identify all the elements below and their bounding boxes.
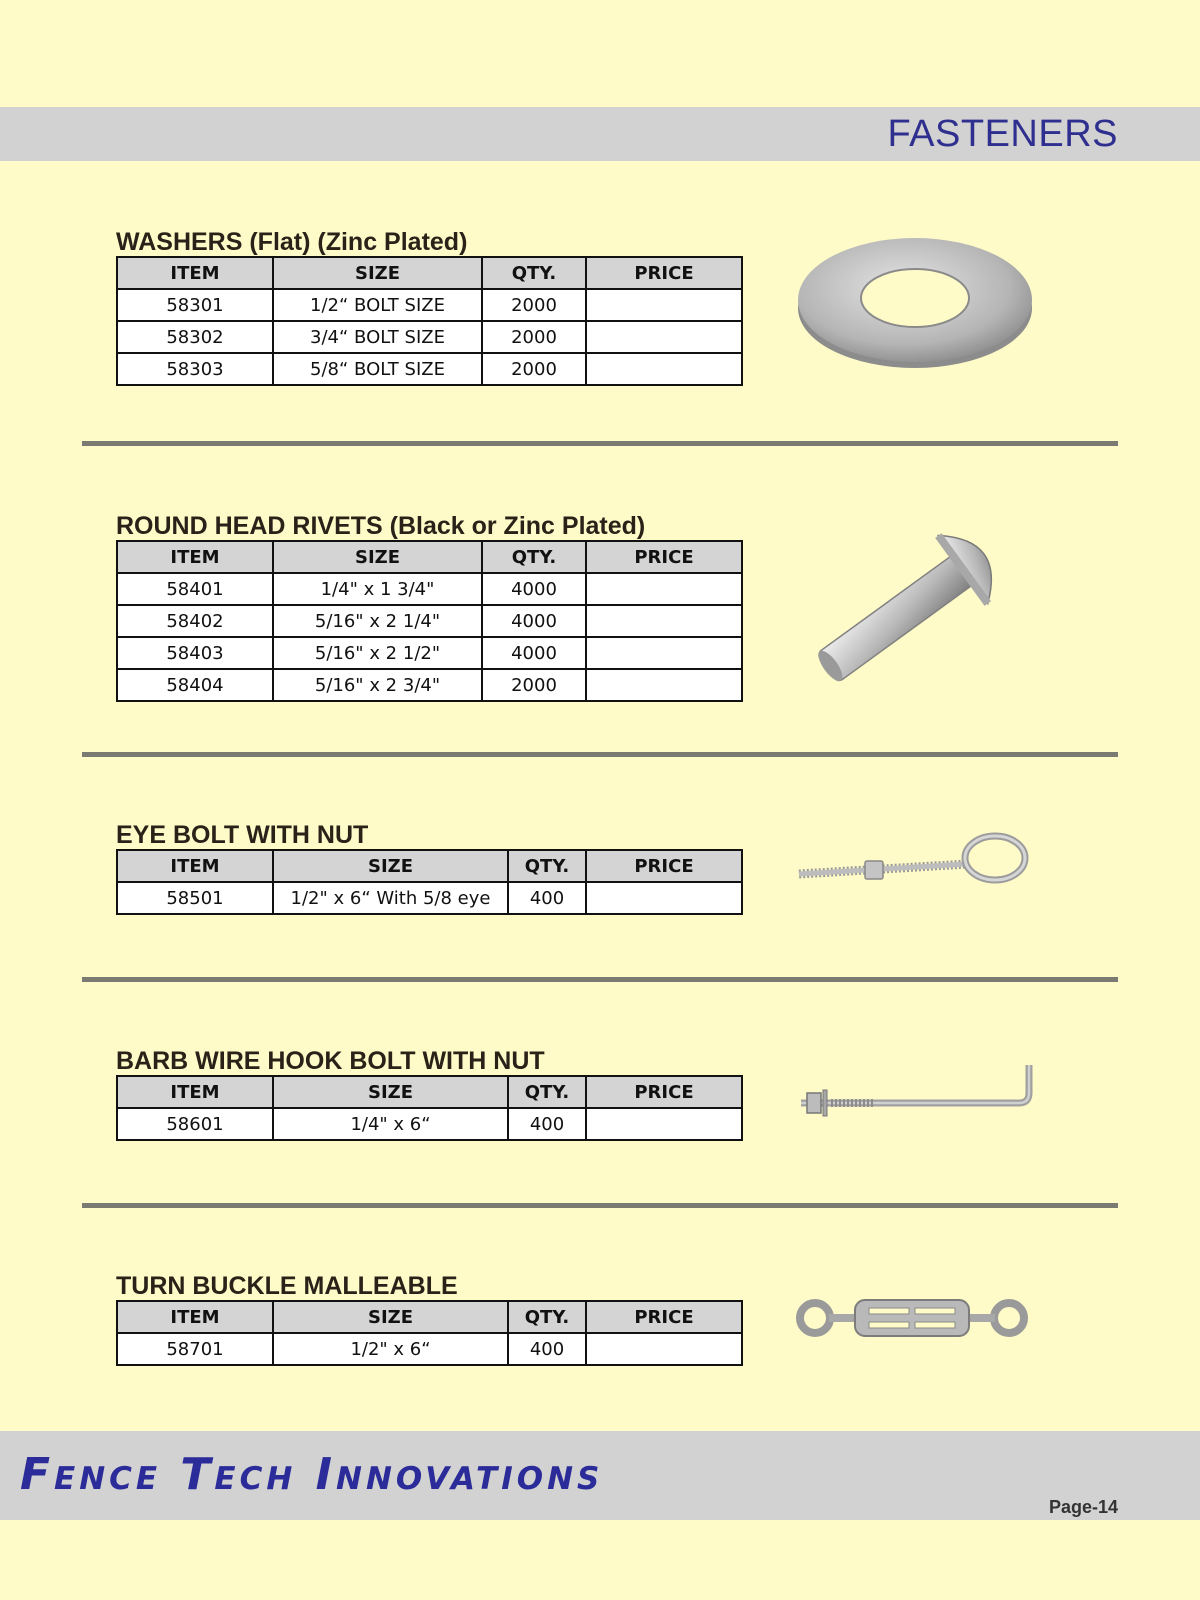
section-title: ROUND HEAD RIVETS (Black or Zinc Plated) xyxy=(116,512,646,540)
round-head-rivet-image xyxy=(795,502,1035,694)
price-cell xyxy=(586,321,742,353)
qty-cell: 2000 xyxy=(482,353,586,385)
brand-name: Fence Tech Innovations xyxy=(20,1449,604,1500)
qty-cell: 4000 xyxy=(482,605,586,637)
hook-bolt-table xyxy=(116,1075,743,1141)
rivets-section xyxy=(116,512,743,702)
col-size-header: SIZE xyxy=(273,850,508,882)
table-header-row xyxy=(117,850,742,882)
qty-cell: 400 xyxy=(508,1333,586,1365)
section-divider xyxy=(82,977,1118,982)
col-price-header: PRICE xyxy=(586,1076,742,1108)
table-header-row xyxy=(117,1076,742,1108)
size-cell: 5/16" x 2 1/4" xyxy=(273,605,482,637)
price-cell xyxy=(586,573,742,605)
turnbuckle-image xyxy=(795,1293,1035,1343)
price-cell xyxy=(586,605,742,637)
price-cell xyxy=(586,289,742,321)
size-cell: 5/16" x 2 3/4" xyxy=(273,669,482,701)
col-price-header: PRICE xyxy=(586,541,742,573)
section-divider xyxy=(82,441,1118,446)
eye-bolt-table xyxy=(116,849,743,915)
turnbuckle-table xyxy=(116,1300,743,1366)
price-cell xyxy=(586,1333,742,1365)
col-qty-header: QTY. xyxy=(482,541,586,573)
turnbuckle-section xyxy=(116,1272,743,1366)
qty-cell: 4000 xyxy=(482,637,586,669)
rivets-table xyxy=(116,540,743,702)
qty-cell: 4000 xyxy=(482,573,586,605)
size-cell: 1/2" x 6“ With 5/8 eye xyxy=(273,882,508,914)
price-cell xyxy=(586,637,742,669)
col-price-header: PRICE xyxy=(586,257,742,289)
washers-section xyxy=(116,228,743,386)
footer-band xyxy=(0,1431,1200,1520)
size-cell: 1/2“ BOLT SIZE xyxy=(273,289,482,321)
hook-bolt-image xyxy=(795,1063,1035,1123)
table-row xyxy=(117,321,742,353)
page-number: Page-14 xyxy=(1048,1497,1118,1517)
qty-cell: 400 xyxy=(508,882,586,914)
col-item-header: ITEM xyxy=(117,257,273,289)
eye-bolt-section xyxy=(116,821,743,915)
washers-table xyxy=(116,256,743,386)
col-qty-header: QTY. xyxy=(482,257,586,289)
size-cell: 1/2" x 6“ xyxy=(273,1333,508,1365)
col-size-header: SIZE xyxy=(273,1301,508,1333)
qty-cell: 2000 xyxy=(482,289,586,321)
item-cell: 58601 xyxy=(117,1108,273,1140)
flat-washer-image xyxy=(795,228,1035,376)
price-cell xyxy=(586,353,742,385)
col-qty-header: QTY. xyxy=(508,1076,586,1108)
item-cell: 58701 xyxy=(117,1333,273,1365)
table-row xyxy=(117,1108,742,1140)
table-header-row xyxy=(117,257,742,289)
size-cell: 5/8“ BOLT SIZE xyxy=(273,353,482,385)
page-title: FASTENERS xyxy=(887,113,1118,155)
section-title: BARB WIRE HOOK BOLT WITH NUT xyxy=(116,1047,545,1075)
col-size-header: SIZE xyxy=(273,257,482,289)
section-title: EYE BOLT WITH NUT xyxy=(116,821,369,849)
col-size-header: SIZE xyxy=(273,1076,508,1108)
size-cell: 5/16" x 2 1/2" xyxy=(273,637,482,669)
item-cell: 58302 xyxy=(117,321,273,353)
col-item-header: ITEM xyxy=(117,1076,273,1108)
col-size-header: SIZE xyxy=(273,541,482,573)
table-row xyxy=(117,669,742,701)
table-row xyxy=(117,289,742,321)
qty-cell: 2000 xyxy=(482,321,586,353)
item-cell: 58402 xyxy=(117,605,273,637)
table-row xyxy=(117,573,742,605)
qty-cell: 2000 xyxy=(482,669,586,701)
table-row xyxy=(117,605,742,637)
col-item-header: ITEM xyxy=(117,541,273,573)
col-qty-header: QTY. xyxy=(508,1301,586,1333)
hook-bolt-section xyxy=(116,1047,743,1141)
item-cell: 58404 xyxy=(117,669,273,701)
col-price-header: PRICE xyxy=(586,1301,742,1333)
price-cell xyxy=(586,882,742,914)
item-cell: 58303 xyxy=(117,353,273,385)
size-cell: 1/4" x 1 3/4" xyxy=(273,573,482,605)
table-header-row xyxy=(117,541,742,573)
col-price-header: PRICE xyxy=(586,850,742,882)
table-row xyxy=(117,637,742,669)
col-item-header: ITEM xyxy=(117,1301,273,1333)
table-header-row xyxy=(117,1301,742,1333)
section-title: WASHERS (Flat) (Zinc Plated) xyxy=(116,228,468,256)
col-item-header: ITEM xyxy=(117,850,273,882)
table-row xyxy=(117,353,742,385)
item-cell: 58301 xyxy=(117,289,273,321)
section-divider xyxy=(82,752,1118,757)
header-band xyxy=(0,107,1200,161)
item-cell: 58401 xyxy=(117,573,273,605)
size-cell: 3/4“ BOLT SIZE xyxy=(273,321,482,353)
price-cell xyxy=(586,669,742,701)
col-qty-header: QTY. xyxy=(508,850,586,882)
section-title: TURN BUCKLE MALLEABLE xyxy=(116,1272,458,1300)
size-cell: 1/4" x 6“ xyxy=(273,1108,508,1140)
qty-cell: 400 xyxy=(508,1108,586,1140)
eye-bolt-image xyxy=(795,830,1035,900)
table-row xyxy=(117,1333,742,1365)
item-cell: 58501 xyxy=(117,882,273,914)
table-row xyxy=(117,882,742,914)
price-cell xyxy=(586,1108,742,1140)
section-divider xyxy=(82,1203,1118,1208)
item-cell: 58403 xyxy=(117,637,273,669)
